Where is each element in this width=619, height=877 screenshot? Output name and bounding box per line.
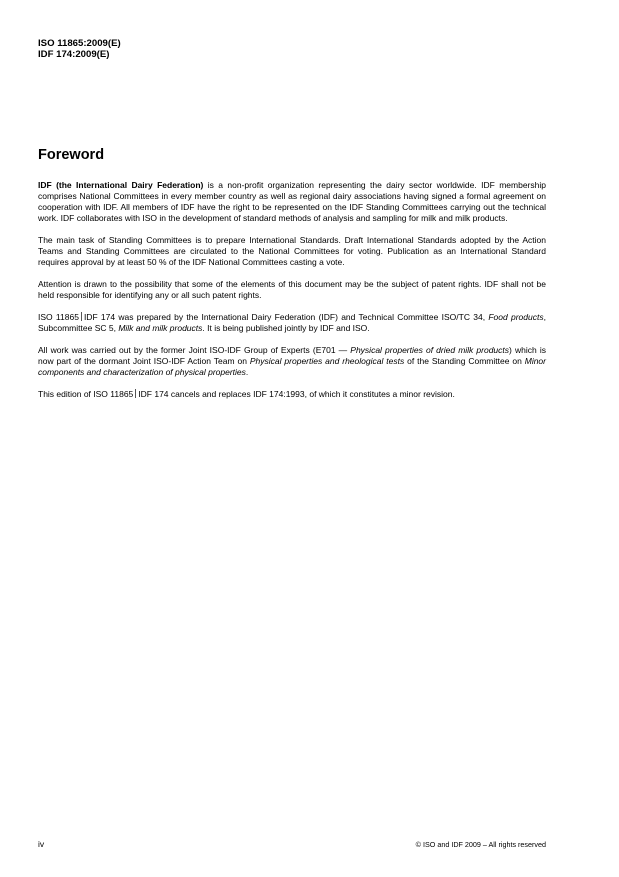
header-idf-number: IDF 174:2009(E) bbox=[38, 49, 110, 60]
idf-intro-text: is a non-profit organization representing the dairy sector worldwide. IDF membership comprises National Committees in every member country as well as regional dairy associations having signed a formal agreement on cooperation with IDF. All members of IDF have the right to be represented on the IDF Standing Committees carrying out the technical work. IDF collaborates with ISO in the development of standard methods of analysis and sampling for milk and milk products. bbox=[38, 180, 546, 223]
action-team-text: ) which is now part of the dormant Joint ISO-IDF Action Team on bbox=[38, 345, 546, 366]
paragraph-edition bbox=[38, 389, 546, 400]
standing-committee-text: of the Standing Committee on bbox=[404, 356, 525, 366]
edition-text: IDF 174 cancels and replaces IDF 174:1993, of which it constitutes a minor revision. bbox=[138, 389, 455, 399]
header-iso-number: ISO 11865:2009(E) bbox=[38, 38, 121, 49]
idf-name-bold: IDF (the International Dairy Federation) bbox=[38, 180, 204, 190]
page-number: iv bbox=[38, 839, 45, 849]
paragraph-preparation bbox=[38, 312, 546, 334]
paragraph-patent-rights: Attention is drawn to the possibility that some of the elements of this document may be the subject of patent rights. IDF shall not be held responsible for identifying any or all such patent rights. bbox=[38, 279, 546, 300]
foreword-body bbox=[38, 180, 546, 411]
edition-iso-text: This edition of ISO 11865 bbox=[38, 389, 134, 399]
dried-milk-italic: Physical properties of dried milk products bbox=[350, 345, 510, 355]
paragraph-idf-intro bbox=[38, 180, 546, 224]
number-separator bbox=[135, 389, 136, 398]
document-header bbox=[38, 38, 121, 60]
page-title: Foreword bbox=[38, 147, 105, 163]
experts-text: All work was carried out by the former Joint ISO-IDF Group of Experts (E701 — bbox=[38, 345, 351, 355]
rheological-italic: Physical properties and rheological tests bbox=[249, 356, 405, 366]
paragraph-experts bbox=[38, 345, 546, 378]
preparation-text: IDF 174 was prepared by the International Dairy Federation (IDF) and Technical Committee ISO/TC 34, bbox=[83, 312, 489, 322]
milk-products-italic: Milk and milk products bbox=[118, 323, 203, 333]
number-separator bbox=[81, 312, 82, 321]
iso-number-text: ISO 11865 bbox=[38, 312, 79, 322]
experts-end-text: . bbox=[245, 367, 249, 377]
minor-components-italic: Minor components and characterization of physical properties bbox=[38, 356, 546, 377]
subcommittee-text: , Subcommittee SC 5, bbox=[38, 312, 546, 333]
joint-publication-text: . It is being published jointly by IDF and ISO. bbox=[202, 323, 370, 333]
food-products-italic: Food products bbox=[488, 312, 544, 322]
paragraph-standing-committees: The main task of Standing Committees is to prepare International Standards. Draft International Standards adopted by the Action Teams and Standing Committees are circulated to the National Committees for voting. Publication as an International Standard requires approval by at least 50 % of the IDF National Committees casting a vote. bbox=[38, 235, 546, 267]
copyright-notice: © ISO and IDF 2009 – All rights reserved bbox=[415, 840, 546, 849]
